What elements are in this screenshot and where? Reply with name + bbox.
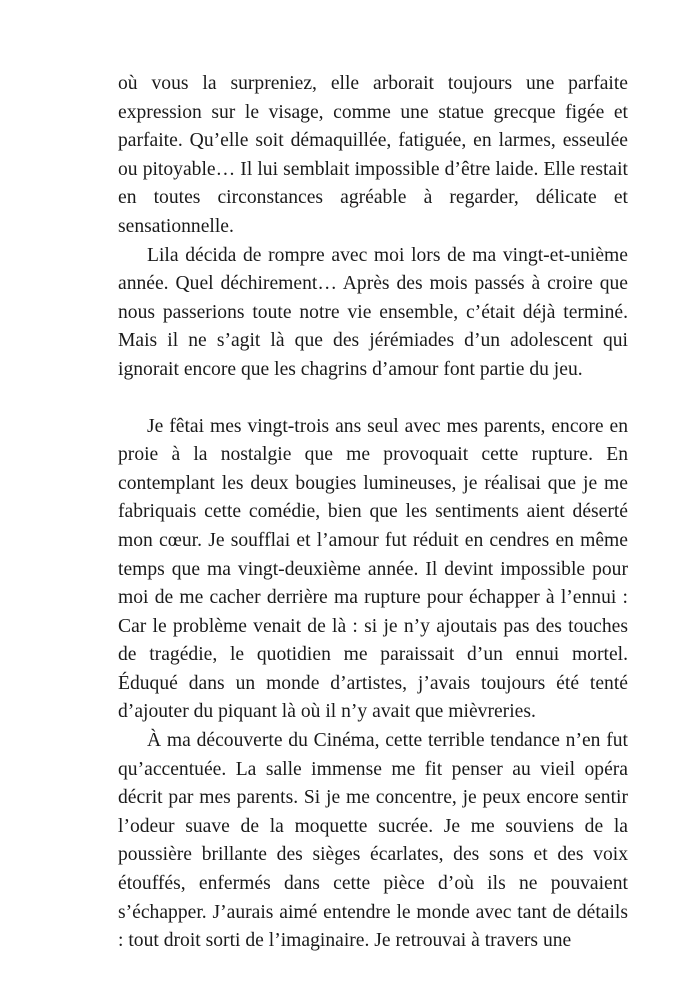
paragraph-continuation: où vous la surpreniez, elle arborait toujours une parfaite expression sur le visage, comme une statue grecque figée et parfaite. Qu’elle soit démaquillée, fatiguée, en larmes, esseulée ou pitoyable… Il lui semblait impossible d’être laide. Elle restait en toutes circonstances agréable à regarder, délicate et sensationnelle. xyxy=(118,73,628,237)
paragraph-cinema: À ma découverte du Cinéma, cette terrible tendance n’en fut qu’accentuée. La salle immense me fit penser au vieil opéra décrit par mes parents. Si je me concentre, je peux encore sentir l’odeur suave de la moquette sucrée. Je me souviens de la poussière brillante des sièges écarlates, des sons et des voix étouffés, enfermés dans cette pièce d’où ils ne pouvaient s’échapper. J’aurais aimé entendre le monde avec tant de détails : tout droit sorti de l’imaginaire. Je retrouvai à travers une xyxy=(118,730,628,952)
section-break xyxy=(118,385,628,413)
paragraph-birthday: Je fêtai mes vingt-trois ans seul avec mes parents, encore en proie à la nostalgie que me provoquait cette rupture. En contemplant les deux bougies lumineuses, je réalisai que je me fabriquais cette comédie, bien que les sentiments aient déserté mon cœur. Je soufflai et l’amour fut réduit en cendres en même temps que ma vingt-deuxième année. Il devint impossible pour moi de me cacher derrière ma rupture pour échapper à l’ennui : Car le problème venait de là : si je n’y ajoutais pas des touches de tragédie, le quotidien me paraissait d’un ennui mortel. Éduqué dans un monde d’artistes, j’avais toujours été tenté d’ajouter du piquant là où il n’y avait que mièvreries. xyxy=(118,415,628,723)
paragraph-breakup: Lila décida de rompre avec moi lors de ma vingt-et-unième année. Quel déchirement… Après des mois passés à croire que nous passerions toute notre vie ensemble, c’était déjà terminé. Mais il ne s’agit là que des jérémiades d’un adolescent qui ignorait encore que les chagrins d’amour font partie du jeu. xyxy=(118,244,628,380)
book-page xyxy=(118,70,628,956)
